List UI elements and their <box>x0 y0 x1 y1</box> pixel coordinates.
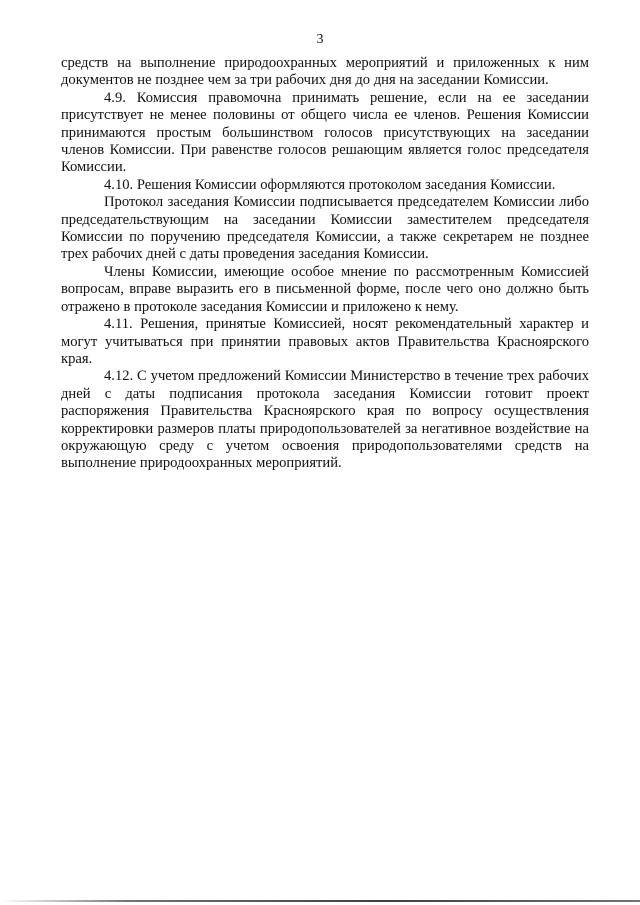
paragraph-dissenting-opinion: Члены Комиссии, имеющие особое мнение по рассмотренным Комиссией вопросам, вправе выразить его в письменной форме, после чего оно должно быть отражено в протоколе заседания Комиссии и приложено к нему. <box>61 263 589 315</box>
paragraph-4-11: 4.11. Решения, принятые Комиссией, носят рекомендательный характер и могут учитываться при принятии правовых актов Правительства Красноярского края. <box>61 316 589 367</box>
page-number: 3 <box>316 32 324 47</box>
paragraph-4-9: 4.9. Комиссия правомочна принимать решение, если на ее заседании присутствует не менее половины от общего числа ее членов. Решения Комиссии принимаются простым большинством голосов присутствующих на заседании членов Комиссии. При равенстве голосов решающим является голос председателя Комиссии. <box>61 89 589 176</box>
paragraph-protocol-signing: Протокол заседания Комиссии подписывается председателем Комиссии либо председательствующим на заседании Комиссии заместителем председателя Комиссии по поручению председателя Комиссии, а также секретарем не позднее трех рабочих дней с даты проведения заседания Комиссии. <box>61 194 589 263</box>
paragraph-4-10: 4.10. Решения Комиссии оформляются протоколом заседания Комиссии. <box>104 176 556 193</box>
document-body <box>61 55 589 473</box>
paragraph-4-12: 4.12. С учетом предложений Комиссии Министерство в течение трех рабочих дней с даты подписания протокола заседания Комиссии готовит проект распоряжения Правительства Красноярского края по вопросу осуществления корректировки размеров платы природопользователей за негативное воздействие на окружающую среду с учетом освоения природопользователями средств на выполнение природоохранных мероприятий. <box>61 368 589 472</box>
scan-bottom-edge-divider <box>0 900 640 902</box>
paragraph-continuation: средств на выполнение природоохранных мероприятий и приложенных к ним документов не позднее чем за три рабочих дня до дня на заседании Комиссии. <box>61 55 589 89</box>
